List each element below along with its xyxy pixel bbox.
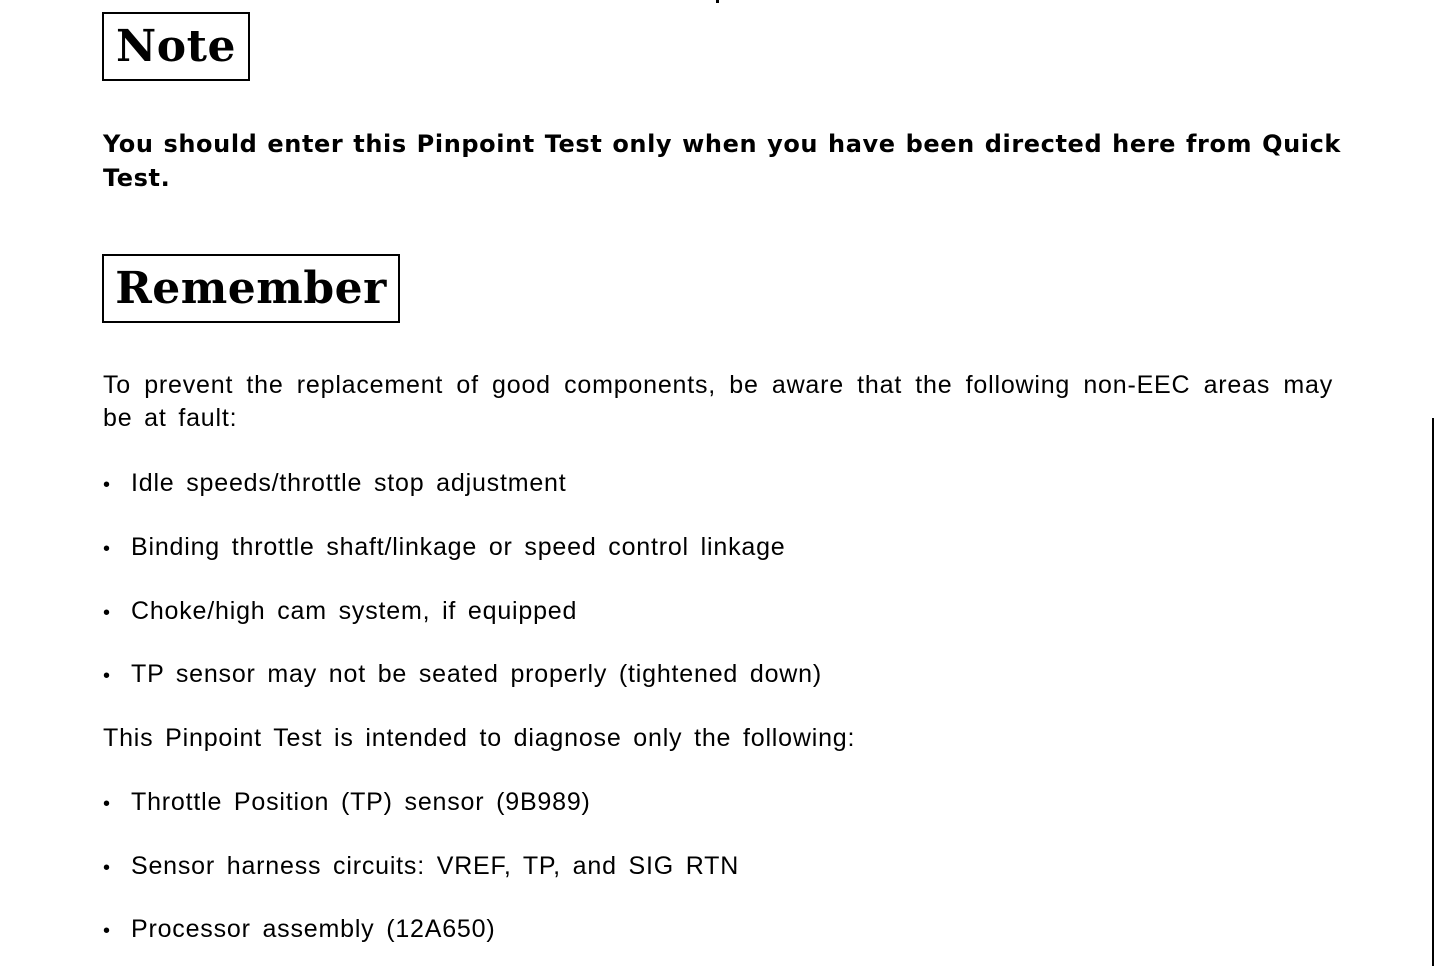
bullet-icon: • xyxy=(103,665,111,687)
list-item xyxy=(103,595,577,630)
list-item xyxy=(103,658,822,693)
remember-intro: To prevent the replacement of good components, be aware that the following non-EEC areas may be at fault: xyxy=(103,371,1333,432)
note-heading: Note xyxy=(102,12,250,81)
list-item-text: Binding throttle shaft/linkage or speed control linkage xyxy=(131,533,786,561)
list-item xyxy=(103,913,495,948)
list-item xyxy=(103,531,785,566)
diagnose-intro: This Pinpoint Test is intended to diagnose only the following: xyxy=(103,724,856,752)
bullet-icon: • xyxy=(103,793,111,815)
list-item xyxy=(103,850,739,885)
list-item-text: TP sensor may not be seated properly (tightened down) xyxy=(131,660,822,688)
bullet-icon: • xyxy=(103,920,111,942)
bullet-icon: • xyxy=(103,474,111,496)
scan-speck xyxy=(716,0,719,3)
bullet-icon: • xyxy=(103,857,111,879)
bullet-icon: • xyxy=(103,538,111,560)
list-item-text: Processor assembly (12A650) xyxy=(131,915,496,943)
list-item-text: Sensor harness circuits: VREF, TP, and SIG RTN xyxy=(131,852,740,880)
list-item-text: Choke/high cam system, if equipped xyxy=(131,597,578,625)
list-item-text: Throttle Position (TP) sensor (9B989) xyxy=(131,788,591,816)
page-edge-line xyxy=(1432,418,1434,966)
bullet-icon: • xyxy=(103,602,111,624)
remember-heading: Remember xyxy=(102,254,400,323)
list-item xyxy=(103,467,566,502)
list-item xyxy=(103,786,591,821)
note-text: You should enter this Pinpoint Test only when you have been directed here from Quick Test. xyxy=(103,130,1341,192)
list-item-text: Idle speeds/throttle stop adjustment xyxy=(131,469,567,497)
